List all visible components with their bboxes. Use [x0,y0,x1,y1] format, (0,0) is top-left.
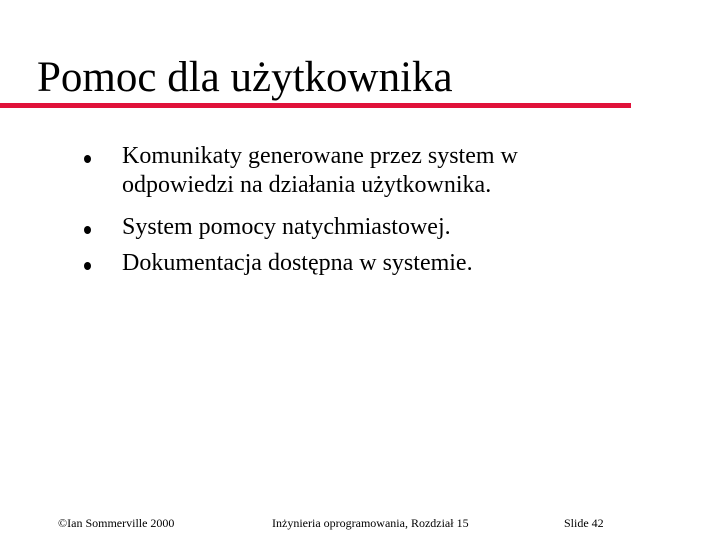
bullet-text: System pomocy natychmiastowej. [122,214,451,240]
bullet-text: Dokumentacja dostępna w systemie. [122,250,473,276]
footer-copyright: ©Ian Sommerville 2000 [58,516,175,530]
slide-title: Pomoc dla użytkownika [37,54,453,101]
footer-course: Inżynieria oprogramowania, Rozdział 15 [272,516,469,530]
footer-slide-number: Slide 42 [564,516,604,530]
bullet-dot-icon [84,262,91,270]
bullet-dot-icon [84,226,91,234]
title-underline [0,103,631,108]
bullet-text: Komunikaty generowane przez system w odpowiedzi na działania użytkownika. [122,143,518,198]
bullet-dot-icon [84,155,91,163]
